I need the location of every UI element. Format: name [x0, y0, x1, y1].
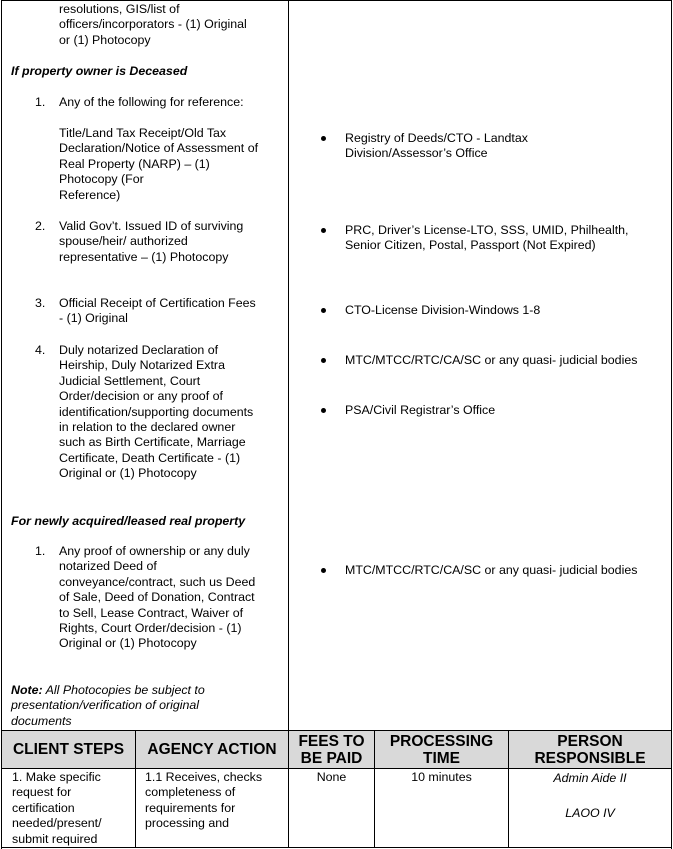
- top-column-divider: [288, 0, 289, 730]
- deceased-heading: If property owner is Deceased: [11, 64, 188, 78]
- bullet-icon: [321, 358, 326, 363]
- list-item-number: 1.: [35, 95, 46, 109]
- table-cell-person-responsible: Admin Aide II LAOO IV: [553, 771, 627, 820]
- list-item: Title/Land Tax Receipt/Old Tax Declaration/Notice of Assessment of Real Property (NARP) – (1) Photocopy (For Reference): [59, 126, 259, 202]
- outer-bottom-border: [1, 847, 672, 848]
- header-processing-time: PROCESSING TIME: [389, 733, 494, 767]
- where-to-secure-item: MTC/MTCC/RTC/CA/SC or any quasi- judicial bodies: [345, 563, 638, 577]
- bullet-icon: [321, 408, 326, 413]
- header-agency-action: AGENCY ACTION: [147, 741, 277, 758]
- bullet-icon: [321, 136, 326, 141]
- where-to-secure-item: PRC, Driver’s License-LTO, SSS, UMID, Philhealth, Senior Citizen, Postal, Passport (Not Expired): [345, 223, 629, 253]
- table-cell-agency-action: 1.1 Receives, checks completeness of requirements for processing and: [145, 770, 263, 831]
- note: [11, 683, 281, 729]
- acquired-heading: For newly acquired/leased real property: [11, 514, 246, 528]
- bullet-icon: [321, 568, 326, 573]
- header-bottom-border: [1, 768, 672, 769]
- table-cell-client-step: 1. Make specific request for certification needed/present/ submit required: [12, 770, 102, 846]
- header-client-steps: CLIENT STEPS: [12, 741, 125, 758]
- bullet-icon: [321, 228, 326, 233]
- list-item: Official Receipt of Certification Fees - (1) Original: [59, 296, 256, 326]
- note-text: All Photocopies be subject to presentation/verification of original documents: [11, 683, 205, 728]
- where-to-secure-item: CTO-License Division-Windows 1-8: [345, 303, 541, 317]
- outer-top-border: [1, 0, 672, 1]
- list-item: Valid Gov’t. Issued ID of surviving spouse/heir/ authorized representative – (1) Photocopy: [59, 219, 244, 264]
- where-to-secure-item: PSA/Civil Registrar’s Office: [345, 403, 496, 417]
- note-label: Note:: [11, 683, 43, 697]
- list-item-number: 2.: [35, 219, 46, 233]
- table-cell-processing-time: 10 minutes: [411, 770, 472, 784]
- table-cell-fees: None: [316, 770, 347, 784]
- bullet-icon: [321, 308, 326, 313]
- header-top-border: [1, 730, 672, 731]
- header-fees: FEES TO BE PAID: [298, 733, 365, 767]
- list-item-number: 3.: [35, 296, 46, 310]
- where-to-secure-item: Registry of Deeds/CTO - Landtax Division/Assessor’s Office: [345, 131, 528, 161]
- list-item: Duly notarized Declaration of Heirship, Duly Notarized Extra Judicial Settlement, Court Order/decision or any proof of identification/supporting documents in relation to the declared owner such as Birth Certificate, Marriage Certificate, Death Certificate - (1) Original or (1) Photocopy: [59, 343, 254, 481]
- outer-right-border: [671, 0, 672, 849]
- outer-left-border: [1, 0, 2, 849]
- continuation-text: resolutions, GIS/list of officers/incorporators - (1) Original or (1) Photocopy: [59, 2, 247, 47]
- header-person-responsible: PERSON RESPONSIBLE: [534, 733, 646, 767]
- where-to-secure-item: MTC/MTCC/RTC/CA/SC or any quasi- judicial bodies: [345, 353, 638, 367]
- list-item-number: 4.: [35, 343, 46, 357]
- list-item: Any proof of ownership or any duly notarized Deed of conveyance/contract, such us Deed of Sale, Deed of Donation, Contract to Sell, Lease Contract, Waiver of Rights, Court Order/decision - (1) Original or (1) Photocopy: [59, 544, 256, 651]
- list-item-number: 1.: [35, 544, 46, 558]
- list-item: Any of the following for reference:: [59, 95, 244, 109]
